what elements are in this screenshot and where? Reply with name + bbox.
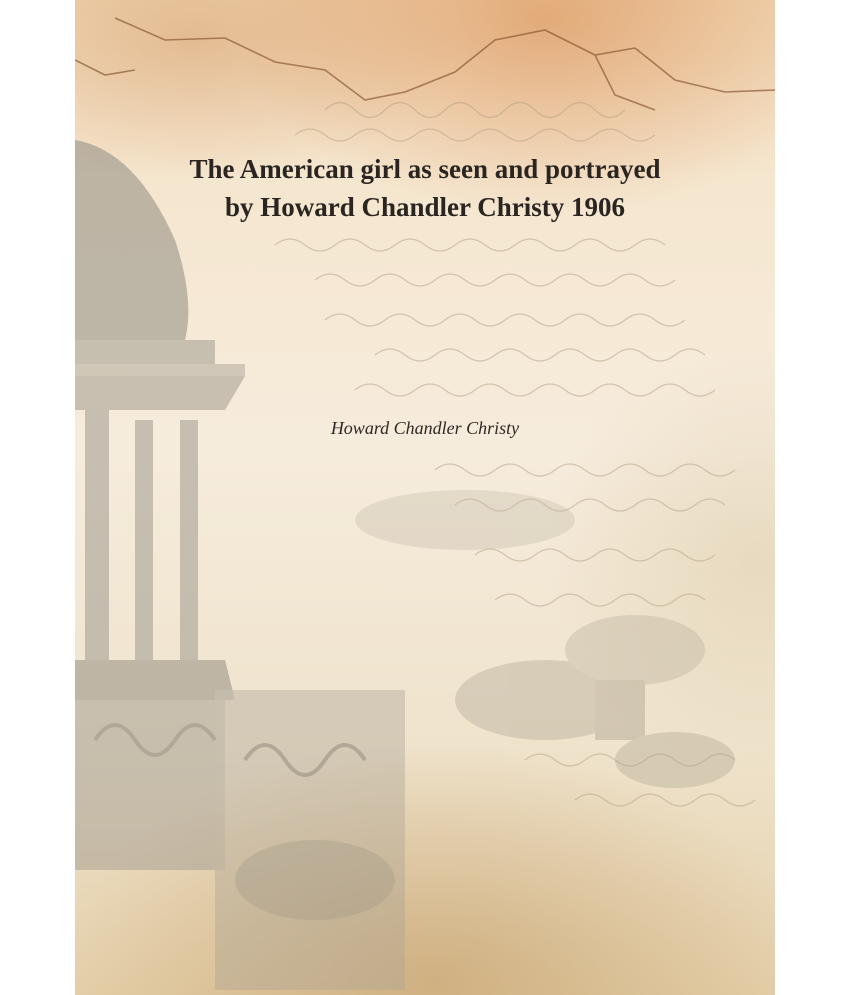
book-author: Howard Chandler Christy xyxy=(330,418,520,438)
book-title-line-1: The American girl as seen and portrayed xyxy=(189,154,661,184)
faded-pavilion xyxy=(75,140,405,990)
paper-cracks xyxy=(75,18,775,110)
book-cover xyxy=(75,0,775,995)
faded-landscape xyxy=(355,490,735,788)
book-title-line-2: by Howard Chandler Christy 1906 xyxy=(224,192,626,222)
book-title xyxy=(75,150,775,226)
